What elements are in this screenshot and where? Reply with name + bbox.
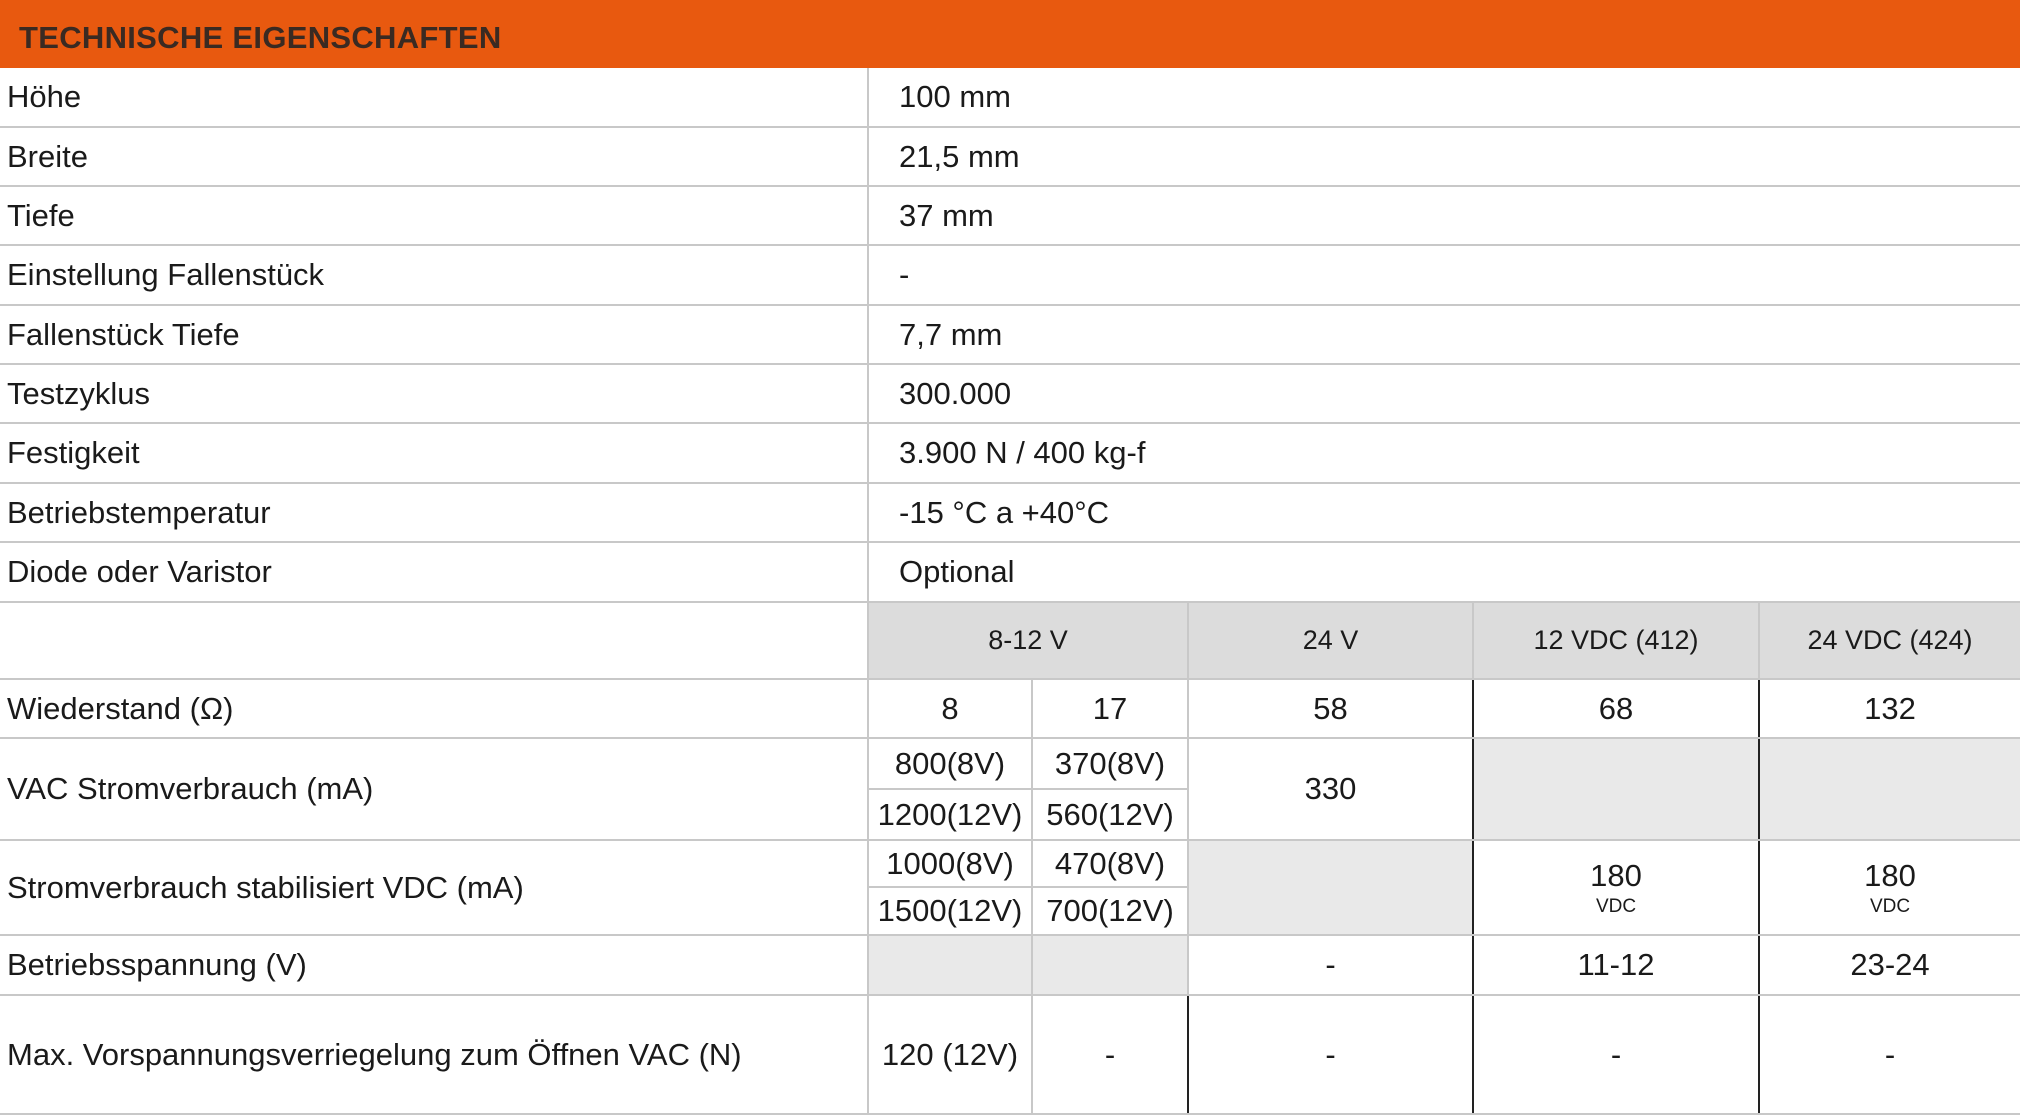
spec-row-diode — [0, 542, 2020, 602]
empty-cell — [1188, 840, 1473, 935]
section-header — [0, 0, 2020, 68]
table-cell: - — [1032, 995, 1188, 1114]
spec-label: Diode oder Varistor — [0, 542, 868, 602]
table-cell — [1473, 840, 1759, 935]
spec-row-temperature — [0, 483, 2020, 542]
table-cell: 23-24 — [1759, 935, 2020, 995]
spec-label: Einstellung Fallenstück — [0, 245, 868, 305]
specs-table — [0, 68, 2020, 1115]
table-cell: - — [1188, 935, 1473, 995]
spec-value: 100 mm — [868, 68, 2020, 127]
spec-value: 7,7 mm — [868, 305, 2020, 364]
table-cell: 17 — [1032, 679, 1188, 738]
spec-value: Optional — [868, 542, 2020, 602]
table-cell: 68 — [1473, 679, 1759, 738]
spec-row-strength — [0, 423, 2020, 483]
cell-unit: VDC — [1869, 895, 1911, 917]
row-label: Wiederstand (Ω) — [0, 679, 868, 738]
spec-label: Testzyklus — [0, 364, 868, 423]
table-cell: 132 — [1759, 679, 2020, 738]
table-cell: 1200(12V) — [868, 789, 1032, 840]
column-header: 24 V — [1188, 602, 1473, 679]
table-cell — [1759, 840, 2020, 935]
cell-value: 180 — [1864, 857, 1916, 893]
column-header: 24 VDC (424) — [1759, 602, 2020, 679]
spec-value: 300.000 — [868, 364, 2020, 423]
empty-cell — [868, 935, 1032, 995]
spec-label: Fallenstück Tiefe — [0, 305, 868, 364]
spec-value: 3.900 N / 400 kg-f — [868, 423, 2020, 483]
spec-value: - — [868, 245, 2020, 305]
voltage-header-row — [0, 602, 2020, 679]
spec-label: Festigkeit — [0, 423, 868, 483]
column-header: 12 VDC (412) — [1473, 602, 1759, 679]
cell-value: 180 — [1590, 857, 1642, 893]
row-label: Max. Vorspannungsverriegelung zum Öffnen VAC (N) — [0, 995, 868, 1114]
table-cell: 370(8V) — [1032, 738, 1188, 789]
table-cell: 700(12V) — [1032, 887, 1188, 935]
vac-current-row — [0, 738, 2020, 789]
table-cell: - — [1759, 995, 2020, 1114]
table-cell: 8 — [868, 679, 1032, 738]
spec-row-depth — [0, 186, 2020, 245]
table-cell: 58 — [1188, 679, 1473, 738]
table-cell: 470(8V) — [1032, 840, 1188, 887]
row-label: Betriebsspannung (V) — [0, 935, 868, 995]
spec-row-test-cycle — [0, 364, 2020, 423]
table-cell: 1000(8V) — [868, 840, 1032, 887]
spec-value: -15 °C a +40°C — [868, 483, 2020, 542]
spec-value: 37 mm — [868, 186, 2020, 245]
section-title: TECHNISCHE EIGENSCHAFTEN — [19, 20, 502, 55]
column-header: 8-12 V — [868, 602, 1188, 679]
cell-unit: VDC — [1595, 895, 1637, 917]
spec-row-height — [0, 68, 2020, 127]
operating-voltage-row — [0, 935, 2020, 995]
table-cell: - — [1473, 995, 1759, 1114]
table-cell: 560(12V) — [1032, 789, 1188, 840]
table-cell: 11-12 — [1473, 935, 1759, 995]
spec-row-latch-depth — [0, 305, 2020, 364]
table-cell: 120 (12V) — [868, 995, 1032, 1114]
empty-cell — [1473, 738, 1759, 840]
spec-label: Betriebstemperatur — [0, 483, 868, 542]
spec-label: Breite — [0, 127, 868, 186]
spec-label: Tiefe — [0, 186, 868, 245]
spec-row-adjustment — [0, 245, 2020, 305]
table-cell: - — [1188, 995, 1473, 1114]
preload-row — [0, 995, 2020, 1114]
row-label: VAC Stromverbrauch (mA) — [0, 738, 868, 840]
empty-cell — [1759, 738, 2020, 840]
table-cell: 330 — [1188, 738, 1473, 840]
resistance-row — [0, 679, 2020, 738]
row-label: Stromverbrauch stabilisiert VDC (mA) — [0, 840, 868, 935]
table-cell: 1500(12V) — [868, 887, 1032, 935]
table-cell: 800(8V) — [868, 738, 1032, 789]
spec-label: Höhe — [0, 68, 868, 127]
vdc-current-row — [0, 840, 2020, 887]
spec-value: 21,5 mm — [868, 127, 2020, 186]
blank-cell — [0, 602, 868, 679]
spec-row-width — [0, 127, 2020, 186]
empty-cell — [1032, 935, 1188, 995]
